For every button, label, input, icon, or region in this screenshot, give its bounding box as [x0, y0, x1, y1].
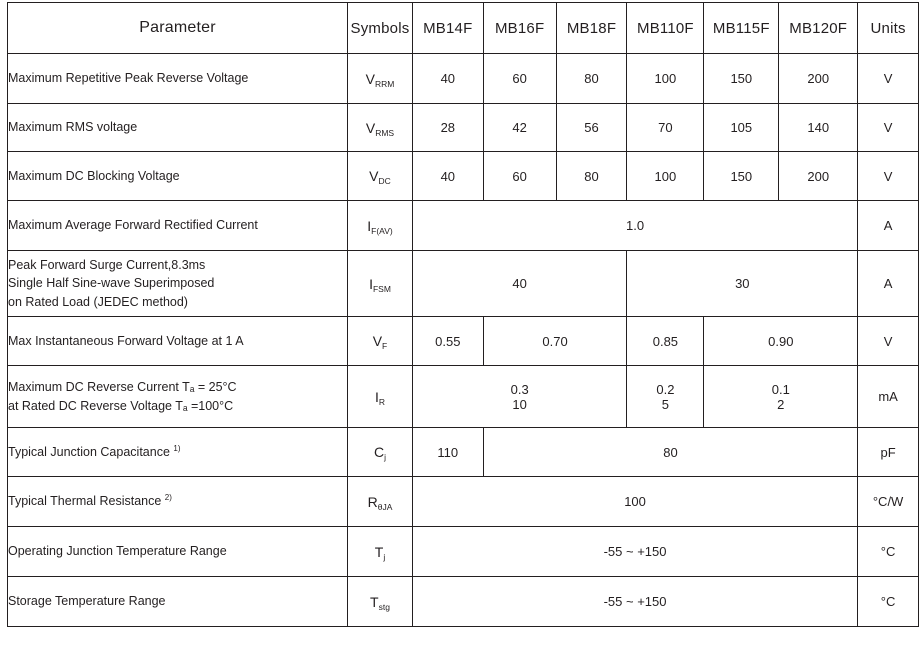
symbol-cell: [348, 152, 413, 201]
parameter-label: [8, 366, 348, 428]
symbol-subscript: j: [384, 452, 386, 462]
header-device-mb120f: MB120F: [779, 3, 858, 54]
parameter-label: [8, 251, 348, 317]
units-cell: V: [858, 317, 919, 366]
value-cell: 100: [627, 152, 704, 201]
value-cell: 150: [704, 152, 779, 201]
value-cell: 140: [779, 104, 858, 152]
parameter-label: [8, 428, 348, 477]
value-cell: 40: [412, 54, 483, 104]
units-cell: °C/W: [858, 477, 919, 527]
value-cell: 70: [627, 104, 704, 152]
symbol-subscript: R: [378, 396, 385, 407]
header-device-mb115f: MB115F: [704, 3, 779, 54]
value-top: 0.2: [656, 381, 675, 397]
symbol-main: V: [372, 333, 383, 349]
symbol-subscript: F: [382, 341, 388, 351]
symbol-cell: [348, 54, 413, 104]
value-cell: 56: [556, 104, 627, 152]
value-cell: 0.55: [412, 317, 483, 366]
value-cell-group: 0.70: [483, 317, 627, 366]
symbol-subscript: F(AV): [371, 225, 393, 236]
units-cell: V: [858, 104, 919, 152]
table-row: [8, 477, 919, 527]
symbol-subscript: DC: [378, 176, 391, 186]
units-cell: V: [858, 152, 919, 201]
value-cell: 80: [556, 54, 627, 104]
units-cell: pF: [858, 428, 919, 477]
units-cell: A: [858, 251, 919, 317]
value-top: 0.1: [771, 381, 790, 397]
parameter-label: Maximum RMS voltage: [8, 104, 348, 152]
table-row: [8, 366, 919, 428]
symbol-main: R: [367, 493, 378, 510]
symbol-subscript: RRM: [374, 78, 395, 89]
value-cell-group: 40: [412, 251, 627, 317]
value-bottom: 2: [777, 396, 785, 412]
symbol-main: I: [367, 217, 372, 234]
header-symbols: Symbols: [348, 3, 413, 54]
value-cell: 100: [627, 54, 704, 104]
parameter-line-1: Peak Forward Surge Current,8.3ms: [8, 258, 206, 273]
value-top: 0.3: [510, 381, 529, 397]
table-row: [8, 251, 919, 317]
parameter-line-2: at Rated DC Reverse Voltage Tₐ =100°C: [8, 398, 234, 413]
value-cell: 0.85: [627, 317, 704, 366]
value-cell-group: [412, 366, 627, 428]
parameter-text: Typical Thermal Resistance: [8, 494, 162, 509]
value-cell: 40: [412, 152, 483, 201]
header-units: Units: [858, 3, 919, 54]
symbol-main: I: [374, 388, 379, 405]
value-cell-merged: -55 ~ +150: [412, 527, 857, 577]
table-row: [8, 201, 919, 251]
symbol-cell: [348, 477, 413, 527]
parameter-label: Maximum DC Blocking Voltage: [8, 152, 348, 201]
value-cell: 110: [412, 428, 483, 477]
specification-table: [7, 2, 919, 627]
units-cell: A: [858, 201, 919, 251]
symbol-subscript: θJA: [377, 501, 393, 512]
value-cell-group: [627, 366, 704, 428]
parameter-label: Operating Junction Temperature Range: [8, 527, 348, 577]
value-cell-merged: 100: [412, 477, 857, 527]
symbol-cell: [348, 251, 413, 317]
table-row: [8, 428, 919, 477]
value-cell: 60: [483, 54, 556, 104]
symbol-subscript: j: [383, 551, 386, 562]
header-device-mb16f: MB16F: [483, 3, 556, 54]
table-row: [8, 54, 919, 104]
header-device-mb110f: MB110F: [627, 3, 704, 54]
symbol-main: C: [373, 444, 385, 460]
units-cell: °C: [858, 527, 919, 577]
units-cell: V: [858, 54, 919, 104]
symbol-main: V: [365, 119, 376, 136]
value-cell-group: 80: [483, 428, 857, 477]
value-bottom: 10: [512, 396, 527, 412]
value-cell: 60: [483, 152, 556, 201]
value-cell-group: 30: [627, 251, 858, 317]
header-parameter: Parameter: [8, 3, 348, 54]
value-bottom: 5: [661, 396, 670, 412]
symbol-subscript: FSM: [372, 283, 391, 294]
parameter-line-2: Single Half Sine-wave Superimposed: [8, 276, 215, 291]
value-cell: 80: [556, 152, 627, 201]
symbol-cell: [348, 104, 413, 152]
symbol-main: V: [369, 168, 379, 184]
value-cell: 200: [779, 152, 858, 201]
value-cell-group: 0.90: [704, 317, 858, 366]
value-cell: 42: [483, 104, 556, 152]
value-cell: 28: [412, 104, 483, 152]
value-cell-group: [704, 366, 858, 428]
symbol-cell: [348, 577, 413, 627]
table-row: [8, 317, 919, 366]
header-device-mb18f: MB18F: [556, 3, 627, 54]
parameter-line-3: on Rated Load (JEDEC method): [8, 294, 188, 309]
parameter-label: [8, 477, 348, 527]
symbol-cell: [348, 428, 413, 477]
table-row: [8, 527, 919, 577]
parameter-line-1: Maximum DC Reverse Current Tₐ = 25°C: [8, 380, 237, 395]
parameter-label: Maximum Average Forward Rectified Current: [8, 201, 348, 251]
value-cell: 105: [704, 104, 779, 152]
symbol-subscript: stg: [378, 601, 390, 612]
symbol-main: T: [370, 593, 379, 610]
symbol-main: I: [369, 275, 373, 292]
table-row: [8, 577, 919, 627]
symbol-cell: [348, 317, 413, 366]
table-row: [8, 152, 919, 201]
symbol-cell: [348, 201, 413, 251]
table-header-row: [8, 3, 919, 54]
symbol-cell: [348, 527, 413, 577]
footnote-marker: 1): [173, 443, 181, 453]
symbol-main: V: [365, 70, 375, 87]
value-cell-merged: -55 ~ +150: [412, 577, 857, 627]
symbol-cell: [348, 366, 413, 428]
parameter-label: Max Instantaneous Forward Voltage at 1 A: [8, 317, 348, 366]
parameter-label: Storage Temperature Range: [8, 577, 348, 627]
footnote-marker: 2): [164, 493, 172, 503]
units-cell: mA: [858, 366, 919, 428]
header-device-mb14f: MB14F: [412, 3, 483, 54]
units-cell: °C: [858, 577, 919, 627]
table-row: [8, 104, 919, 152]
value-cell: 200: [779, 54, 858, 104]
parameter-label: Maximum Repetitive Peak Reverse Voltage: [8, 54, 348, 104]
symbol-main: T: [374, 543, 384, 560]
value-cell-merged: 1.0: [412, 201, 857, 251]
parameter-text: Typical Junction Capacitance: [8, 444, 170, 459]
value-cell: 150: [704, 54, 779, 104]
symbol-subscript: RMS: [375, 127, 395, 138]
